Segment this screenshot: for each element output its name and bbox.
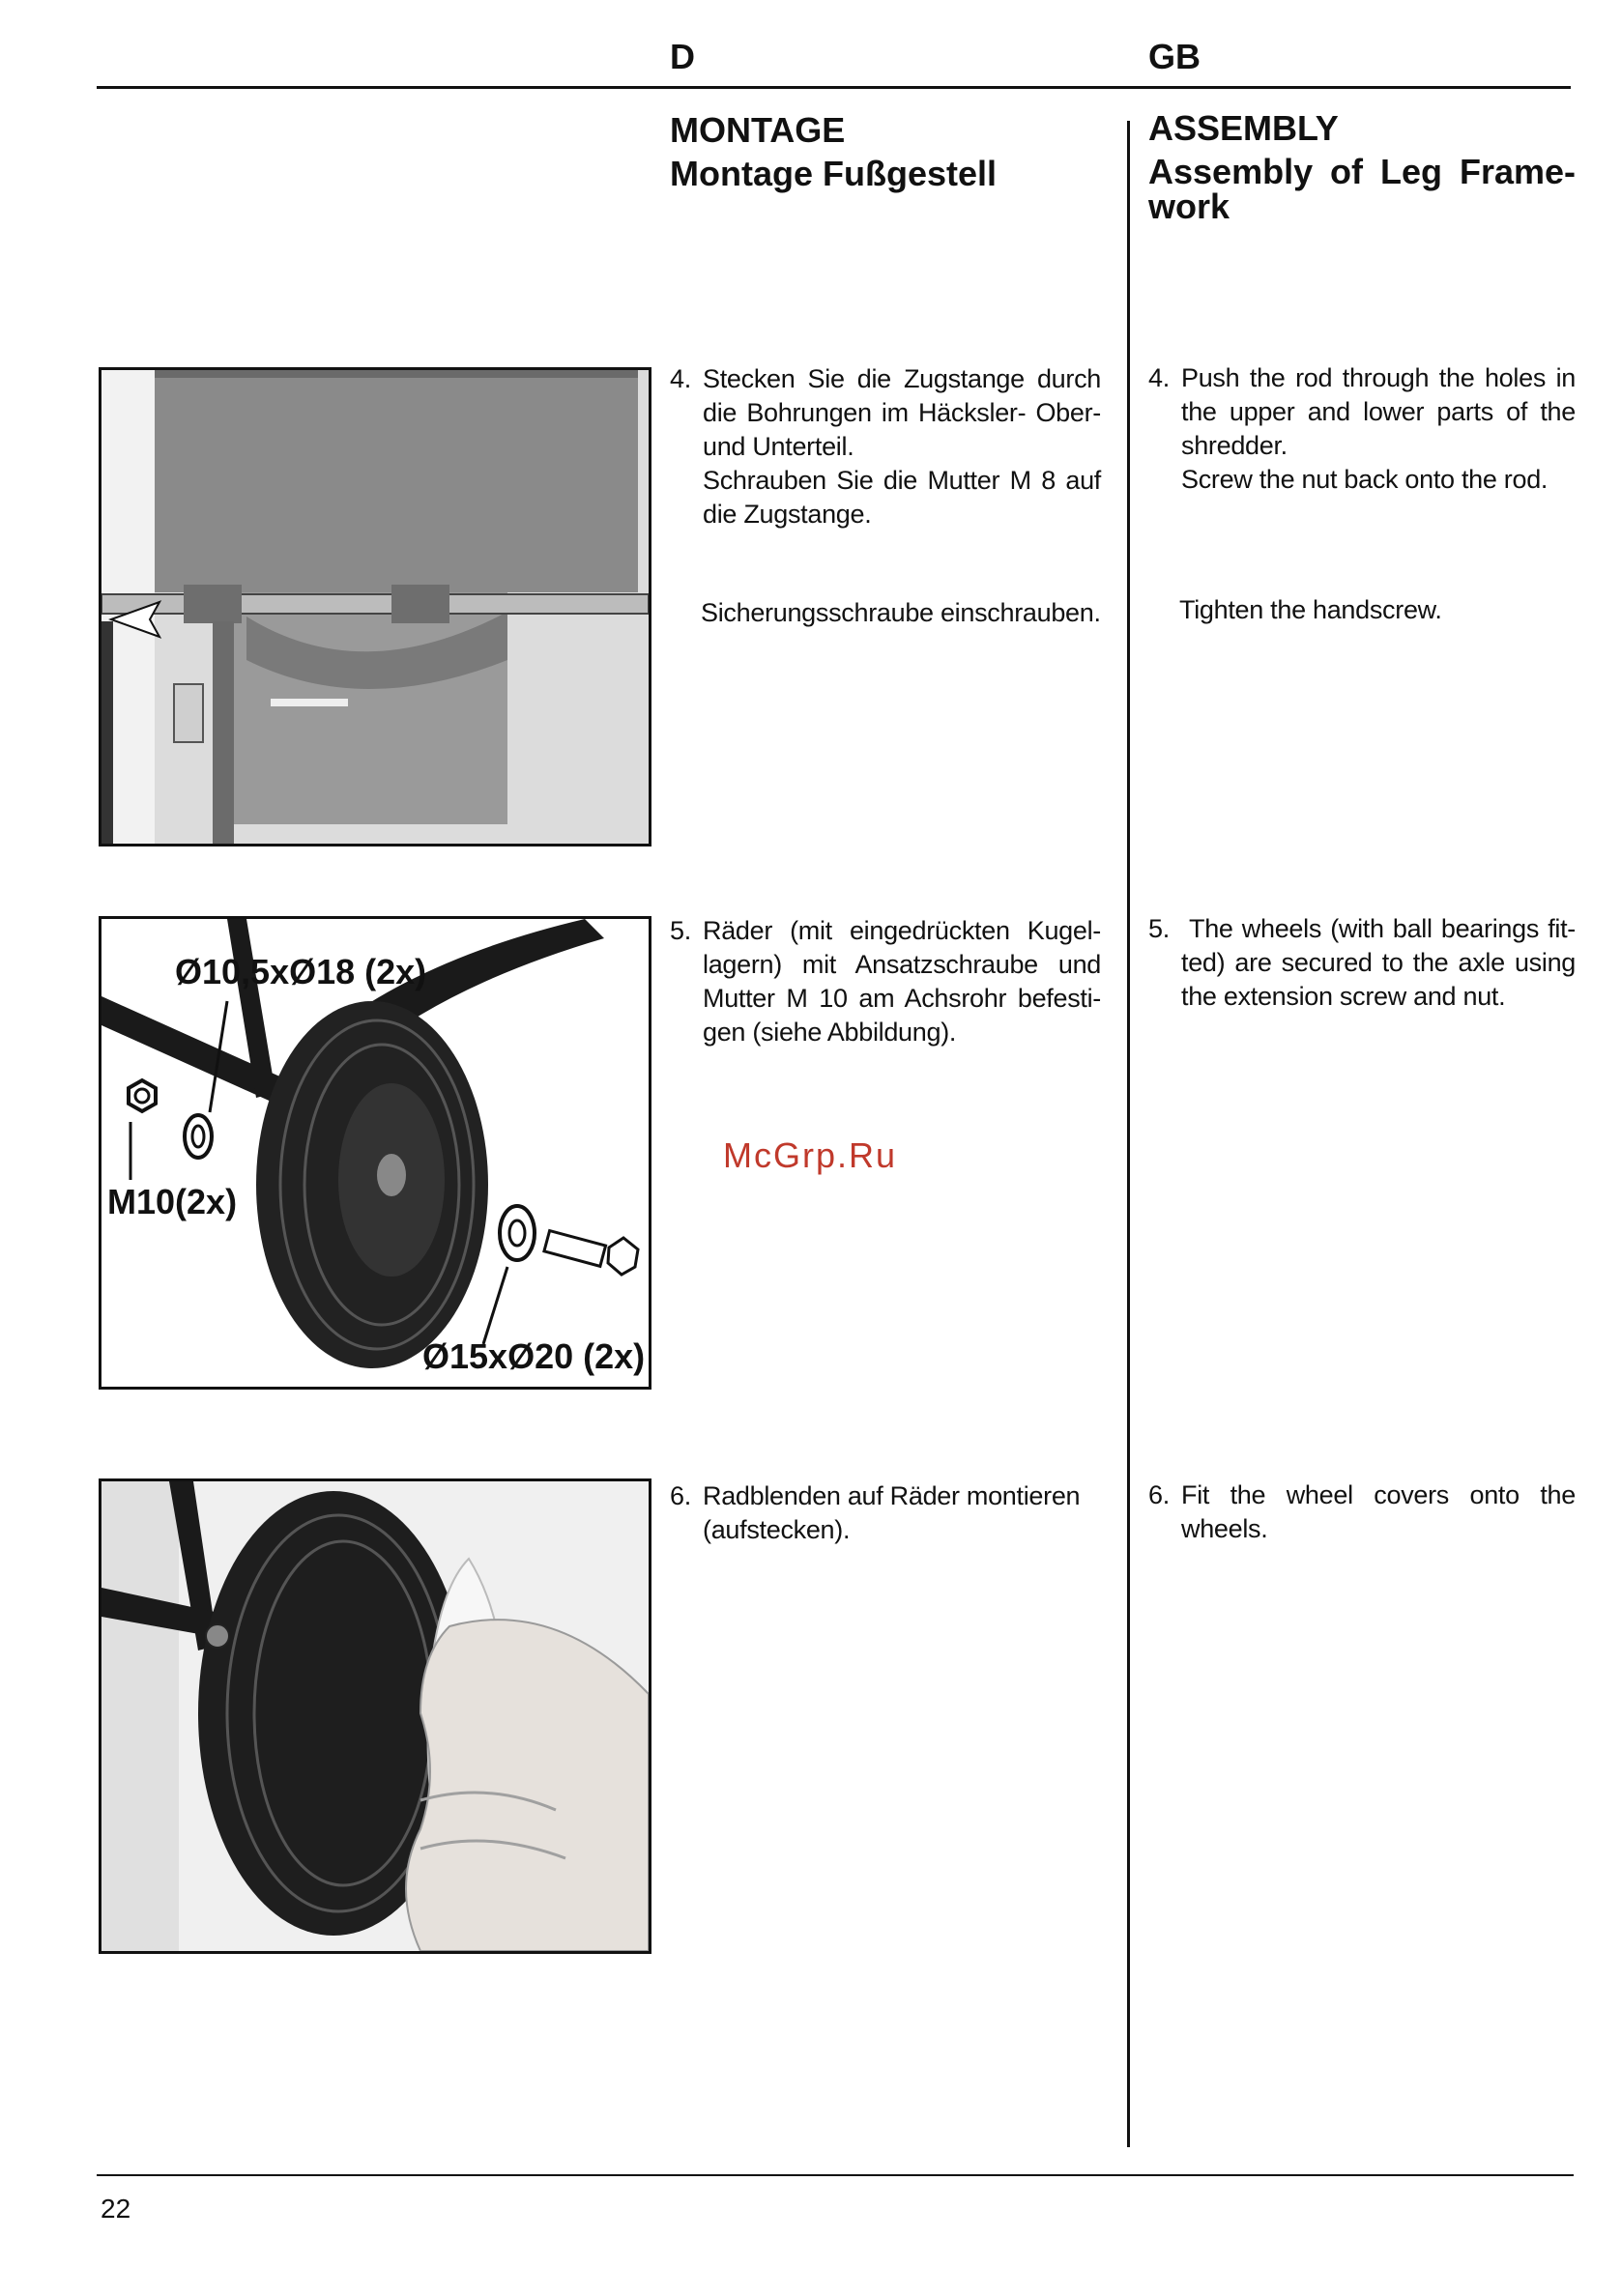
de-step-6-line: Radblenden auf Räder montieren xyxy=(703,1481,1081,1510)
gb-step-6 xyxy=(1148,1478,1576,1546)
de-section-title: MONTAGE xyxy=(670,110,846,150)
gb-step-5-line: The wheels (with ball bearings fit- xyxy=(1189,914,1576,943)
label-nut: M10(2x) xyxy=(107,1182,238,1221)
de-step-4-line: die Bohrungen im Häcksler- Ober- xyxy=(703,398,1101,427)
footer-rule xyxy=(97,2174,1574,2176)
de-step-5-line: gen (siehe Abbildung). xyxy=(703,1018,957,1047)
de-step-5-line: lagern) mit Ansatzschraube und xyxy=(703,950,1101,979)
de-step-5-line: Mutter M 10 am Achsrohr befesti- xyxy=(703,984,1101,1013)
column-divider xyxy=(1127,121,1130,2147)
de-step-5 xyxy=(670,914,1101,1049)
figure-wheel-assembly xyxy=(99,916,651,1390)
gb-step-4-line: Push the rod through the holes in xyxy=(1181,363,1576,392)
figure-wheel-cover-photo xyxy=(99,1478,651,1954)
gb-step-5 xyxy=(1148,912,1576,1014)
gb-step-4-line: Screw the nut back onto the rod. xyxy=(1181,465,1549,494)
wheel-cover-illustration xyxy=(101,1481,649,1951)
de-section-subtitle: Montage Fußgestell xyxy=(670,154,998,193)
gb-section-title: ASSEMBLY xyxy=(1148,108,1339,148)
gb-step-6-line: wheels. xyxy=(1181,1514,1268,1543)
de-step-5-line: Räder (mit eingedrückten Kugel- xyxy=(703,916,1101,945)
gb-step-5-line: the extension screw and nut. xyxy=(1181,982,1506,1011)
gb-step-4-line: the upper and lower parts of the xyxy=(1181,397,1576,426)
header-rule xyxy=(97,86,1571,89)
gb-step-5-number: 5. xyxy=(1148,914,1170,943)
watermark: McGrp.Ru xyxy=(723,1135,898,1175)
de-step-4 xyxy=(670,362,1101,531)
label-washer-small: Ø10,5xØ18 (2x) xyxy=(175,952,427,991)
de-step-4-note: Sicherungsschraube einschrauben. xyxy=(701,598,1101,627)
gb-subtitle-text: Assembly of Leg Frame- xyxy=(1148,152,1576,191)
de-step-4-line: und Unterteil. xyxy=(703,432,854,461)
gb-step-6-number: 6. xyxy=(1148,1480,1170,1509)
label-washer-large: Ø15xØ20 (2x) xyxy=(422,1336,646,1376)
gb-section-subtitle-line1 xyxy=(1148,152,1576,191)
language-label-gb: GB xyxy=(1148,37,1201,76)
language-label-de: D xyxy=(670,37,695,76)
de-step-4-line: Stecken Sie die Zugstange durch xyxy=(703,364,1101,393)
de-step-6 xyxy=(670,1479,1101,1547)
de-step-4-line: Schrauben Sie die Mutter M 8 auf xyxy=(703,466,1101,495)
figure-shredder-rod-photo xyxy=(99,367,651,847)
gb-step-4-number: 4. xyxy=(1148,363,1170,392)
shredder-rod-illustration xyxy=(101,370,649,844)
de-step-6-line: (aufstecken). xyxy=(703,1515,851,1544)
gb-step-4-line: shredder. xyxy=(1181,431,1288,460)
gb-step-4 xyxy=(1148,361,1576,497)
gb-step-5-line: ted) are secured to the axle using xyxy=(1181,948,1576,977)
page-number: 22 xyxy=(101,2194,131,2224)
gb-step-6-line: Fit the wheel covers onto the xyxy=(1181,1480,1576,1509)
gb-section-subtitle-line2: work xyxy=(1148,187,1230,226)
de-step-4-line: die Zugstange. xyxy=(703,500,872,529)
de-step-4-number: 4. xyxy=(670,364,691,393)
de-step-6-number: 6. xyxy=(670,1481,691,1510)
gb-step-4-note: Tighten the handscrew. xyxy=(1179,595,1442,624)
de-step-5-number: 5. xyxy=(670,916,691,945)
